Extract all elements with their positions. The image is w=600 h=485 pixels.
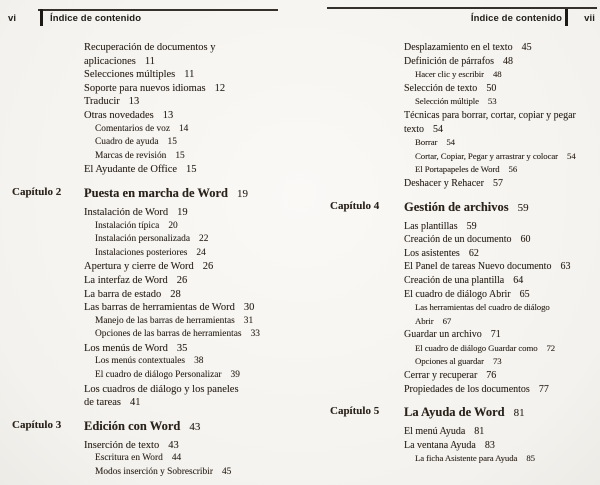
toc-entry-text: Las barras de herramientas de Word	[84, 302, 235, 314]
toc-column-right	[330, 41, 600, 466]
chapter-page-number: 43	[189, 420, 201, 433]
toc-entry	[404, 233, 600, 247]
toc-entry	[84, 163, 292, 177]
page-number: 76	[486, 370, 497, 382]
toc-entry-text: Hacer clic y escribir	[415, 69, 484, 80]
page-number: 38	[194, 356, 204, 367]
toc-entry-text: Selección múltiple	[415, 96, 479, 107]
page-number: 13	[128, 96, 140, 108]
toc-entry	[404, 55, 600, 69]
page-number: 54	[446, 137, 455, 148]
toc-entry-text: Cortar, Copiar, Pegar y arrastrar y colocar	[415, 150, 559, 161]
toc-entry-text: texto	[404, 123, 424, 135]
header-rule-left	[38, 9, 278, 11]
toc-entry	[84, 109, 292, 123]
page-number: 62	[468, 247, 479, 259]
toc-entry	[404, 315, 600, 329]
page-number: 30	[243, 302, 255, 314]
toc-entry-text: Borrar	[415, 137, 438, 148]
chapter-label: Capítulo 2	[12, 185, 62, 198]
toc-entry-text: La ficha Asistente para Ayuda	[415, 453, 518, 464]
toc-entry	[84, 68, 292, 82]
toc-entry-text: El cuadro de diálogo Personalizar	[95, 370, 222, 381]
toc-entry-text: Los cuadros de diálogo y los paneles	[84, 383, 239, 395]
page-number: 44	[171, 453, 182, 464]
page-number: 60	[520, 234, 531, 246]
toc-entry	[84, 396, 292, 410]
page-number: 64	[513, 274, 524, 286]
page-number: 13	[162, 109, 174, 121]
page-number: 56	[508, 164, 518, 175]
toc-entry-text: Traducir	[84, 96, 120, 108]
toc-entry	[404, 136, 600, 150]
page-number: 65	[519, 288, 530, 300]
toc-entry-text: Los menús contextuales	[95, 356, 186, 367]
toc-entry	[404, 68, 600, 82]
toc-section	[12, 417, 292, 480]
page-number: 63	[560, 261, 571, 273]
page-number: 48	[502, 55, 513, 67]
page-number: 67	[442, 315, 452, 326]
chapter-title: La Ayuda de Word	[404, 405, 505, 420]
toc-entry	[84, 315, 292, 329]
chapter-heading	[330, 403, 600, 422]
toc-entry	[404, 220, 600, 234]
toc-entry-text: Comentarios de voz	[95, 123, 170, 134]
toc-entry-text: Abrir	[415, 315, 434, 326]
toc-entry-text: Selecciones múltiples	[84, 69, 176, 81]
toc-entry	[404, 328, 600, 342]
toc-entry	[84, 301, 292, 315]
running-head-left: Índice de contenido	[50, 13, 142, 24]
toc-entry-text: La interfaz de Word	[84, 274, 168, 286]
toc-entry	[404, 288, 600, 302]
page-number: 53	[487, 96, 497, 107]
page-number: 15	[167, 137, 177, 148]
toc-entry-text: Otras novedades	[84, 109, 154, 121]
toc-entry	[84, 220, 292, 234]
chapter-title: Edición con Word	[84, 418, 181, 433]
toc-entry-text: Guardar un archivo	[404, 329, 482, 341]
toc-entry	[404, 355, 600, 369]
toc-entry	[84, 355, 292, 369]
toc-entry-text: Apertura y cierre de Word	[84, 261, 194, 273]
chapter-heading	[330, 198, 600, 217]
page-number: 50	[486, 82, 497, 94]
toc-entry-text: El Portapapeles de Word	[415, 164, 500, 175]
page-number: 31	[243, 315, 254, 326]
toc-entry	[404, 342, 600, 356]
toc-page-right	[300, 0, 600, 485]
page-number: 26	[202, 261, 214, 273]
toc-entry-text: Técnicas para borrar, cortar, copiar y pegar	[404, 109, 576, 121]
toc-entry	[84, 233, 292, 247]
toc-entry-text: El menú Ayuda	[404, 426, 466, 438]
toc-entry	[404, 369, 600, 383]
toc-column-left	[12, 41, 292, 480]
page-number: 35	[176, 342, 188, 354]
toc-section	[12, 184, 292, 410]
toc-entry	[404, 41, 600, 55]
toc-entry-text: Desplazamiento en el texto	[404, 42, 513, 53]
toc-entry-text: Deshacer y Rehacer	[404, 177, 484, 189]
chapter-page-number: 59	[517, 201, 529, 214]
toc-entry	[84, 206, 292, 220]
page-number: 26	[176, 274, 188, 286]
toc-entry-text: Los menús de Word	[84, 342, 168, 354]
toc-entry	[84, 342, 292, 356]
page-number: 59	[466, 220, 477, 232]
chapter-label: Capítulo 4	[330, 199, 380, 212]
page-number: 28	[170, 288, 181, 300]
page-number: 45	[221, 467, 232, 478]
toc-entry-text: Recuperación de documentos y	[84, 42, 216, 53]
chapter-label: Capítulo 5	[330, 405, 380, 418]
toc-entry	[84, 452, 292, 466]
page-number: 11	[144, 55, 156, 67]
page-number: 48	[492, 69, 502, 80]
toc-entry	[84, 41, 292, 55]
folio-left: vi	[8, 13, 17, 24]
page-number: 85	[526, 453, 535, 464]
page-number: 54	[433, 123, 443, 135]
toc-entry	[84, 136, 292, 150]
toc-entry	[404, 452, 600, 466]
toc-entry	[404, 247, 600, 261]
page-number: 73	[492, 356, 502, 367]
toc-entry	[404, 150, 600, 164]
toc-entry	[84, 260, 292, 274]
toc-entry-text: El cuadro de diálogo Abrir	[404, 288, 511, 300]
toc-entry-text: Creación de una plantilla	[404, 274, 505, 286]
toc-entry-text: de tareas	[84, 397, 122, 409]
page-number: 77	[538, 383, 549, 395]
toc-entry	[84, 383, 292, 397]
page-number: 15	[186, 164, 197, 176]
page-number: 54	[567, 150, 576, 161]
toc-entry	[404, 177, 600, 191]
toc-entry	[404, 260, 600, 274]
toc-entry-text: El Panel de tareas Nuevo documento	[404, 261, 552, 273]
toc-entry	[84, 95, 292, 109]
toc-section	[404, 41, 600, 191]
toc-entry-text: La ventana Ayuda	[404, 439, 476, 451]
toc-entry	[404, 95, 600, 109]
toc-entry-text: Las plantillas	[404, 220, 458, 232]
toc-entry	[404, 109, 600, 123]
toc-entry	[84, 466, 292, 480]
toc-section	[330, 198, 600, 397]
toc-entry	[84, 150, 292, 164]
page-number: 41	[130, 397, 141, 409]
page-number: 83	[484, 439, 495, 451]
toc-entry-text: Cuadro de ayuda	[95, 137, 159, 148]
toc-section	[330, 403, 600, 466]
toc-entry-text: El Ayudante de Office	[84, 164, 178, 176]
toc-entry-text: Instalaciones posteriores	[95, 247, 188, 258]
folio-right: vii	[584, 13, 595, 24]
page-number: 57	[492, 177, 503, 189]
toc-entry-text: Las herramientas del cuadro de diálogo	[415, 302, 550, 313]
toc-entry-text: Selección de texto	[404, 82, 478, 94]
page-number: 71	[490, 329, 501, 341]
page-number: 45	[521, 42, 532, 53]
toc-entry	[84, 328, 292, 342]
header-divider-left	[40, 9, 43, 26]
page-number: 11	[184, 69, 195, 81]
toc-entry	[404, 163, 600, 177]
page-number: 24	[196, 247, 206, 258]
chapter-title: Gestión de archivos	[404, 199, 509, 214]
running-head-right: Índice de contenido	[470, 13, 562, 24]
toc-entry-text: Instalación personalizada	[95, 234, 191, 245]
toc-entry	[84, 247, 292, 261]
toc-entry	[84, 123, 292, 137]
toc-entry	[404, 301, 600, 315]
toc-entry-text: Propiedades de los documentos	[404, 383, 530, 395]
page-number: 20	[168, 220, 178, 231]
toc-entry	[404, 123, 600, 137]
toc-section	[84, 41, 292, 177]
toc-entry	[84, 369, 292, 383]
chapter-page-number: 19	[236, 187, 248, 200]
toc-entry	[404, 425, 600, 439]
toc-entry-text: Modos inserción y Sobrescribir	[95, 467, 213, 478]
toc-entry-text: Marcas de revisión	[95, 150, 167, 161]
page-number: 81	[474, 426, 485, 438]
toc-entry-text: Instalación típica	[95, 220, 160, 231]
page-number: 39	[230, 370, 240, 381]
toc-entry	[84, 55, 292, 69]
chapter-heading	[12, 184, 292, 203]
page-number: 15	[175, 150, 185, 161]
toc-entry-text: Definición de párrafos	[404, 55, 494, 67]
toc-entry-text: Creación de un documento	[404, 234, 512, 246]
chapter-page-number: 81	[513, 407, 525, 420]
header-divider-right	[565, 9, 568, 26]
header-rule-right	[327, 7, 597, 9]
chapter-label: Capítulo 3	[12, 418, 62, 431]
toc-entry-text: aplicaciones	[84, 55, 136, 67]
toc-entry-text: Inserción de texto	[84, 439, 160, 451]
toc-entry-text: Cerrar y recuperar	[404, 370, 478, 382]
toc-entry-text: La barra de estado	[84, 288, 162, 300]
toc-entry	[404, 274, 600, 288]
toc-entry	[404, 82, 600, 96]
toc-entry-text: Manejo de las barras de herramientas	[95, 315, 235, 326]
page-number: 19	[177, 206, 188, 218]
toc-entry	[84, 288, 292, 302]
toc-entry	[404, 439, 600, 453]
toc-entry-text: Instalación de Word	[84, 206, 169, 218]
page-number: 33	[250, 329, 260, 340]
toc-entry-text: Escritura en Word	[95, 453, 163, 464]
chapter-heading	[12, 417, 292, 436]
toc-entry-text: Opciones de las barras de herramientas	[95, 329, 242, 340]
page-number: 43	[168, 439, 179, 451]
toc-entry	[84, 274, 292, 288]
toc-entry	[84, 82, 292, 96]
page-number: 72	[546, 342, 556, 353]
toc-entry	[404, 383, 600, 397]
page-number: 12	[214, 82, 226, 94]
toc-entry	[84, 439, 292, 453]
toc-entry-text: Soporte para nuevos idiomas	[84, 82, 206, 94]
toc-entry-text: Opciones al guardar	[415, 356, 484, 367]
page-number: 22	[199, 234, 209, 245]
toc-entry-text: Los asistentes	[404, 247, 460, 259]
chapter-title: Puesta en marcha de Word	[84, 185, 228, 200]
page-number: 14	[178, 123, 189, 134]
toc-entry-text: El cuadro de diálogo Guardar como	[415, 342, 538, 353]
